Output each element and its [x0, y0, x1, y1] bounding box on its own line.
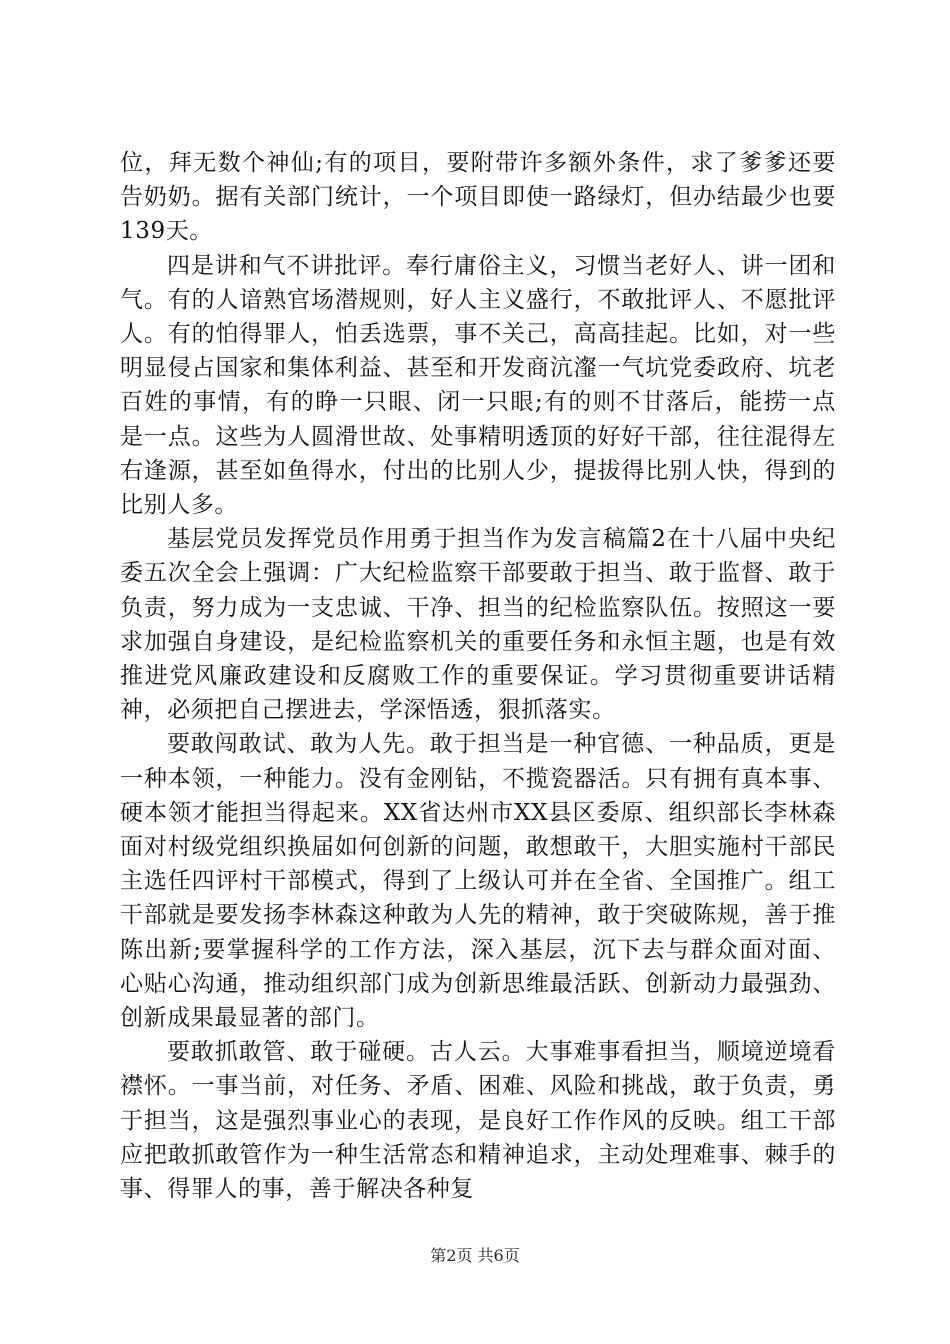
- paragraph-item-four: 四是讲和气不讲批评。奉行庸俗主义，习惯当老好人、讲一团和气。有的人谙熟官场潜规则，好人主义盛行，不敢批评人、不愿批评人。有的怕得罪人，怕丢选票，事不关己，高高挂起。比如，对一些明显侵占国家和集体利益、甚至和开发商沆瀣一气坑党委政府、坑老百姓的事情，有的睁一只眼、闭一只眼;有的则不甘落后，能捞一点是一点。这些为人圆滑世故、处事精明透顶的好好干部，往往混得左右逢源，甚至如鱼得水，付出的比别人少，提拔得比别人快，得到的比别人多。: [120, 252, 836, 519]
- paragraph-continuation: 位，拜无数个神仙;有的项目，要附带许多额外条件，求了爹爹还要告奶奶。据有关部门统计，一个项目即使一路绿灯，但办结最少也要139天。: [120, 150, 836, 245]
- page-footer: 第2页 共6页: [430, 1246, 520, 1265]
- paragraph-speech-2-intro: 基层党员发挥党员作用勇于担当作为发言稿篇2在十八届中央纪委五次全会上强调：广大纪检监察干部要敢于担当、敢于监督、敢于负责，努力成为一支忠诚、干净、担当的纪检监察队伍。按照这一要求加强自身建设，是纪检监察机关的重要任务和永恒主题，也是有效推进党风廉政建设和反腐败工作的重要保证。学习贯彻重要讲话精神，必须把自己摆进去，学深悟透，狠抓落实。: [120, 526, 836, 724]
- paragraph-dare-to-innovate: 要敢闯敢试、敢为人先。敢于担当是一种官德、一种品质，更是一种本领，一种能力。没有金刚钻，不揽瓷器活。只有拥有真本事、硬本领才能担当得起来。XX省达州市XX县区委原、组织部长李林森面对村级党组织换届如何创新的问题，敢想敢干，大胆实施村干部民主选任四评村干部模式，得到了上级认可并在全省、全国推广。组工干部就是要发扬李林森这种敢为人先的精神，敢于突破陈规，善于推陈出新;要掌握科学的工作方法，深入基层，沉下去与群众面对面、心贴心沟通，推动组织部门成为创新思维最活跃、创新动力最强劲、创新成果最显著的部门。: [120, 731, 836, 1032]
- document-body: [120, 146, 836, 1206]
- paragraph-dare-to-manage: 要敢抓敢管、敢于碰硬。古人云。大事难事看担当，顺境逆境看襟怀。一事当前，对任务、矛盾、困难、风险和挑战，敢于负责，勇于担当，这是强烈事业心的表现，是良好工作作风的反映。组工干部应把敢抓敢管作为一种生活常态和精神追求，主动处理难事、棘手的事、得罪人的事，善于解决各种复: [120, 1039, 836, 1203]
